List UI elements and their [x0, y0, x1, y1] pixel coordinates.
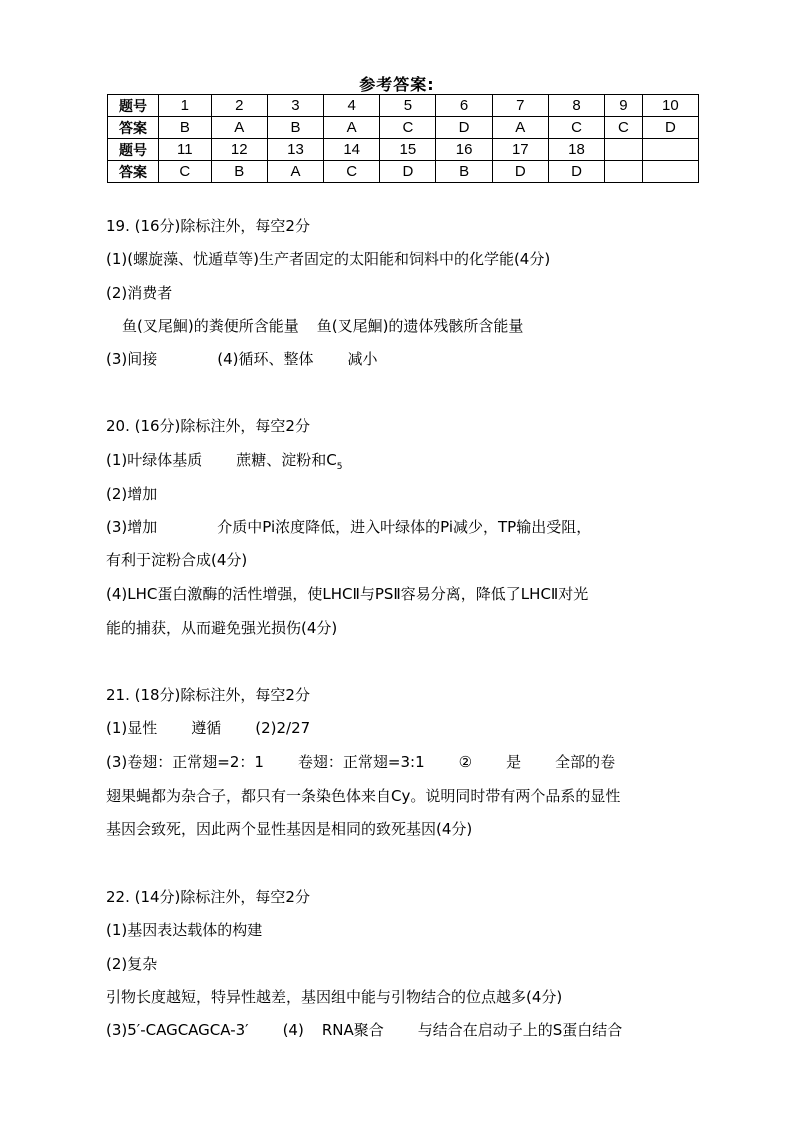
q20-answer-3a: (3)增加	[106, 518, 158, 536]
q22-answer-4a: RNA聚合	[321, 1021, 384, 1039]
answer-cell: C	[605, 117, 643, 139]
answer-cell: D	[548, 161, 604, 183]
answer-cell: B	[159, 117, 212, 139]
number-cell: 15	[380, 139, 436, 161]
q19-answer-remains: 鱼(叉尾鮰)的遗体残骸所含能量	[316, 317, 524, 335]
q21-line-2	[106, 752, 615, 772]
q21-answer-2: (2)2/27	[255, 719, 311, 737]
answer-table-row	[108, 139, 699, 161]
number-cell: 9	[605, 95, 643, 117]
answer-table-row	[108, 161, 699, 183]
number-cell: 18	[548, 139, 604, 161]
answer-cell: C	[159, 161, 212, 183]
answer-cell: B	[211, 161, 267, 183]
q21-heading: 21. (18分)除标注外，每空2分	[106, 686, 310, 704]
q22-answer-3: (3)5′-CAGCAGCA-3′	[106, 1021, 249, 1039]
number-cell: 8	[548, 95, 604, 117]
answer-table-row	[108, 95, 699, 117]
q21-line-3: 翅果蝇都为杂合子，都只有一条染色体来自Cy。说明同时带有两个品系的显性	[106, 787, 621, 805]
answer-cell: A	[324, 117, 380, 139]
answer-cell: A	[211, 117, 267, 139]
q21-answer-3b: 卷翅：正常翅=3:1	[297, 753, 425, 771]
q21-answer-3c: ②	[458, 753, 473, 771]
answer-cell: D	[642, 117, 698, 139]
q22-line-2: (2)复杂	[106, 955, 158, 973]
q19-line-4	[106, 349, 378, 369]
q21-line-1	[106, 718, 310, 738]
q21-answer-1b: 遵循	[191, 719, 222, 737]
answer-cell: B	[267, 117, 323, 139]
q20-answer-3b: 介质中Pi浓度降低，进入叶绿体的Pi减少，TP输出受阻，	[217, 518, 592, 536]
number-cell: 4	[324, 95, 380, 117]
q20-line-6: 能的捕获，从而避免强光损伤(4分)	[106, 619, 338, 637]
q19-answer-4b: 减小	[347, 350, 378, 368]
q21-line-4: 基因会致死，因此两个显性基因是相同的致死基因(4分)	[106, 820, 473, 838]
number-cell: 17	[492, 139, 548, 161]
q19-answer-4: (4)循环、整体	[217, 350, 314, 368]
q20-line-1	[106, 450, 342, 477]
q19-heading: 19. (16分)除标注外，每空2分	[106, 217, 310, 235]
q22-answer-4b: 与结合在启动子上的S蛋白结合	[417, 1021, 623, 1039]
q22-answer-4-label: (4)	[282, 1021, 304, 1039]
number-cell: 7	[492, 95, 548, 117]
answer-cell: C	[548, 117, 604, 139]
q22-heading: 22. (14分)除标注外，每空2分	[106, 888, 310, 906]
answer-cell: A	[267, 161, 323, 183]
number-cell: 13	[267, 139, 323, 161]
number-row-header: 题号	[108, 95, 159, 117]
q20-answer-1a: (1)叶绿体基质	[106, 451, 203, 469]
q20-line-3	[106, 517, 591, 537]
q22-line-1: (1)基因表达载体的构建	[106, 921, 263, 939]
number-cell: 11	[159, 139, 212, 161]
answer-cell: D	[492, 161, 548, 183]
answer-cell: C	[324, 161, 380, 183]
answer-cell	[642, 161, 698, 183]
answer-row-header: 答案	[108, 117, 159, 139]
q22-line-4	[106, 1020, 622, 1040]
q19-line-2: (2)消费者	[106, 284, 173, 302]
q21-answer-3d: 是	[506, 753, 522, 771]
number-cell	[605, 139, 643, 161]
number-cell: 16	[436, 139, 492, 161]
q20-line-2: (2)增加	[106, 485, 158, 503]
number-cell: 6	[436, 95, 492, 117]
number-cell: 12	[211, 139, 267, 161]
q20-line-5: (4)LHC蛋白激酶的活性增强，使LHCⅡ与PSⅡ容易分离，降低了LHCⅡ对光	[106, 585, 589, 603]
number-cell: 14	[324, 139, 380, 161]
q19-line-3	[122, 316, 523, 336]
q20-answer-1b: 蔗糖、淀粉和C	[236, 451, 337, 469]
q19-answer-feces: 鱼(叉尾鮰)的粪便所含能量	[122, 317, 299, 335]
q21-answer-3e: 全部的卷	[555, 753, 616, 771]
answer-cell: D	[380, 161, 436, 183]
number-cell: 5	[380, 95, 436, 117]
q20-heading: 20. (16分)除标注外，每空2分	[106, 417, 310, 435]
answer-cell: C	[380, 117, 436, 139]
q20-line-4: 有利于淀粉合成(4分)	[106, 551, 248, 569]
answer-cell	[605, 161, 643, 183]
answer-table	[107, 94, 699, 183]
number-cell	[642, 139, 698, 161]
number-cell: 1	[159, 95, 212, 117]
answer-row-header: 答案	[108, 161, 159, 183]
q21-answer-1a: (1)显性	[106, 719, 158, 737]
q21-answer-3a: (3)卷翅：正常翅=2：1	[106, 753, 264, 771]
number-row-header: 题号	[108, 139, 159, 161]
page-title: 参考答案:	[359, 75, 435, 94]
number-cell: 10	[642, 95, 698, 117]
answer-table-row	[108, 117, 699, 139]
q22-line-3: 引物长度越短，特异性越差，基因组中能与引物结合的位点越多(4分)	[106, 988, 563, 1006]
number-cell: 2	[211, 95, 267, 117]
answer-cell: D	[436, 117, 492, 139]
answer-cell: A	[492, 117, 548, 139]
q20-answer-1b-subscript: 5	[336, 462, 343, 472]
q19-answer-3: (3)间接	[106, 350, 158, 368]
number-cell: 3	[267, 95, 323, 117]
q19-line-1: (1)(螺旋藻、忧遁草等)生产者固定的太阳能和饲料中的化学能(4分)	[106, 250, 551, 268]
answer-cell: B	[436, 161, 492, 183]
